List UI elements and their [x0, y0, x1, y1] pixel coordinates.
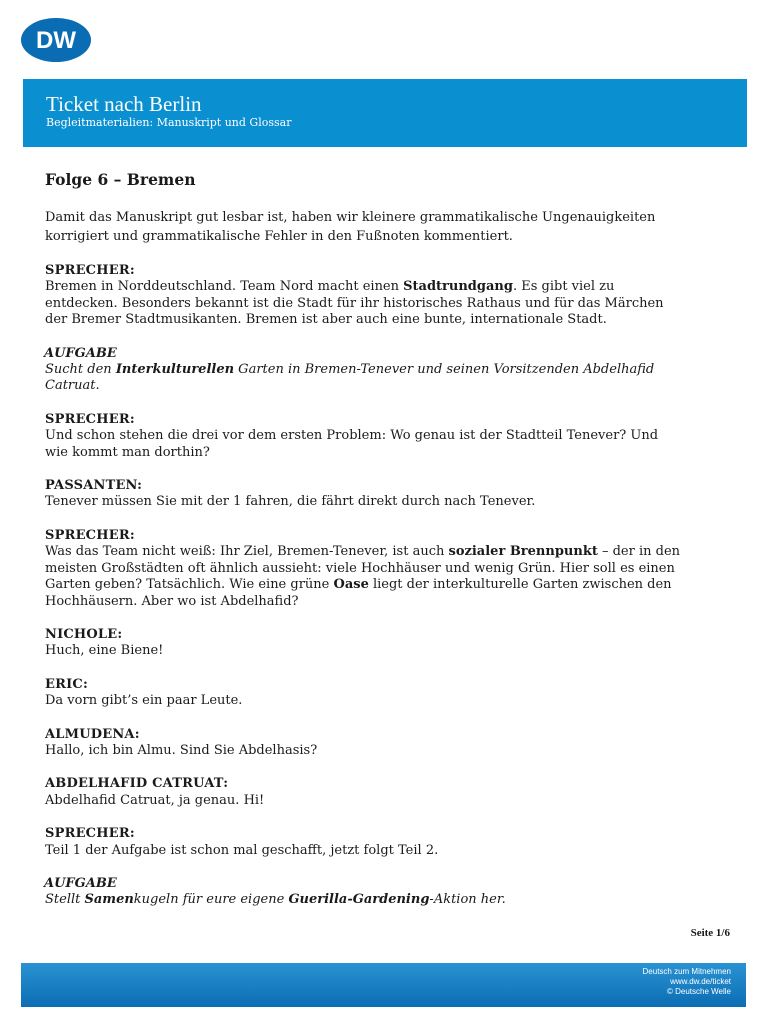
- glossary-term: Oase: [333, 577, 369, 593]
- speaker-label: SPRECHER:: [45, 527, 135, 543]
- footer-bar: [21, 963, 746, 1007]
- document-title: Ticket nach Berlin: [46, 92, 202, 116]
- header-banner: [23, 79, 747, 147]
- speech-text: Hallo, ich bin Almu. Sind Sie Abdelhasis?: [45, 742, 318, 758]
- document-subtitle: Begleitmaterialien: Manuskript und Glossar: [46, 116, 292, 129]
- glossary-term: Samen: [84, 892, 134, 908]
- episode-title: Folge 6 – Bremen: [45, 170, 196, 189]
- footer-text: [643, 967, 731, 997]
- speaker-label: SPRECHER:: [45, 826, 135, 842]
- dialogue-block: [45, 776, 685, 809]
- speech-text: Teil 1 der Aufgabe ist schon mal geschafft, jetzt folgt Teil 2.: [45, 842, 439, 858]
- dialogue-blocks: [45, 263, 685, 909]
- manuscript-content: [45, 170, 685, 926]
- speaker-label: SPRECHER:: [45, 263, 135, 278]
- logo-text: DW: [36, 27, 76, 54]
- dialogue-block: [45, 727, 685, 760]
- dialogue-block: [45, 826, 685, 859]
- glossary-term: Guerilla-Gardening: [288, 892, 430, 908]
- speaker-label: ERIC:: [45, 676, 88, 692]
- speech-text: Tenever müssen Sie mit der 1 fahren, die fährt direkt durch nach Tenever.: [45, 494, 536, 510]
- dw-logo-icon: [20, 17, 92, 63]
- page-number: Seite 1/6: [690, 927, 730, 939]
- speaker-label: PASSANTEN:: [45, 478, 143, 494]
- footer-line-1: Deutsch zum Mitnehmen: [642, 967, 731, 976]
- footer-line-2[interactable]: www.dw.de/ticket: [670, 977, 731, 986]
- task-block: [45, 346, 685, 395]
- task-block: [45, 876, 685, 909]
- speech-text: Und schon stehen die drei vor dem ersten Problem: Wo genau ist der Stadtteil Tenever? Und wie kommt man dorthin?: [45, 428, 659, 460]
- dw-logo[interactable]: [20, 17, 92, 63]
- task-heading: AUFGABE: [44, 345, 117, 361]
- intro-paragraph: Damit das Manuskript gut lesbar ist, haben wir kleinere grammatikalische Ungenauigkeiten korrigiert und grammatikalische Fehler in den Fußnoten kommentiert.: [45, 210, 656, 244]
- speech-text: Da vorn gibt’s ein paar Leute.: [45, 693, 243, 709]
- speech-text: Abdelhafid Catruat, ja genau. Hi!: [45, 792, 265, 808]
- speaker-label: NICHOLE:: [45, 626, 123, 642]
- dialogue-block: [45, 263, 685, 329]
- footer-line-3: © Deutsche Welle: [667, 987, 731, 996]
- glossary-term: Interkulturellen: [115, 362, 235, 378]
- speech-text: Was das Team nicht weiß: Ihr Ziel, Bremen-Tenever, ist auch sozialer Brennpunkt – der in den meisten Großstädten oft ähnlich aussieht: viele Hochhäuser und wenig Grün. Hier soll es einen Garten geben? Tatsächlich. Wie eine grüne Oase liegt der interkulturelle Garten zwischen den Hochhäusern. Aber wo ist Abdelhafid?: [45, 544, 681, 609]
- speaker-label: SPRECHER:: [45, 411, 135, 427]
- dialogue-block: [45, 412, 685, 461]
- glossary-term: sozialer Brennpunkt: [448, 544, 598, 560]
- dialogue-block: [45, 627, 685, 660]
- task-text: Sucht den Interkulturellen Garten in Bremen-Tenever und seinen Vorsitzenden Abdelhafid Catruat.: [45, 362, 655, 394]
- dialogue-block: [45, 677, 685, 710]
- task-heading: AUFGABE: [44, 875, 117, 891]
- speech-text: Bremen in Norddeutschland. Team Nord macht einen Stadtrundgang. Es gibt viel zu entdecken. Besonders bekannt ist die Stadt für ihr historisches Rathaus und für das Märchen der Bremer Stadtmusikanten. Bremen ist aber auch eine bunte, internationale Stadt.: [45, 279, 664, 328]
- glossary-term: Stadtrundgang: [403, 279, 513, 295]
- speech-text: Huch, eine Biene!: [45, 643, 164, 659]
- dialogue-block: [45, 528, 685, 610]
- dialogue-block: [45, 478, 685, 511]
- speaker-label: ALMUDENA:: [45, 726, 140, 742]
- speaker-label: ABDELHAFID CATRUAT:: [45, 776, 229, 792]
- task-text: Stellt Samenkugeln für eure eigene Guerilla-Gardening-Aktion her.: [45, 892, 506, 908]
